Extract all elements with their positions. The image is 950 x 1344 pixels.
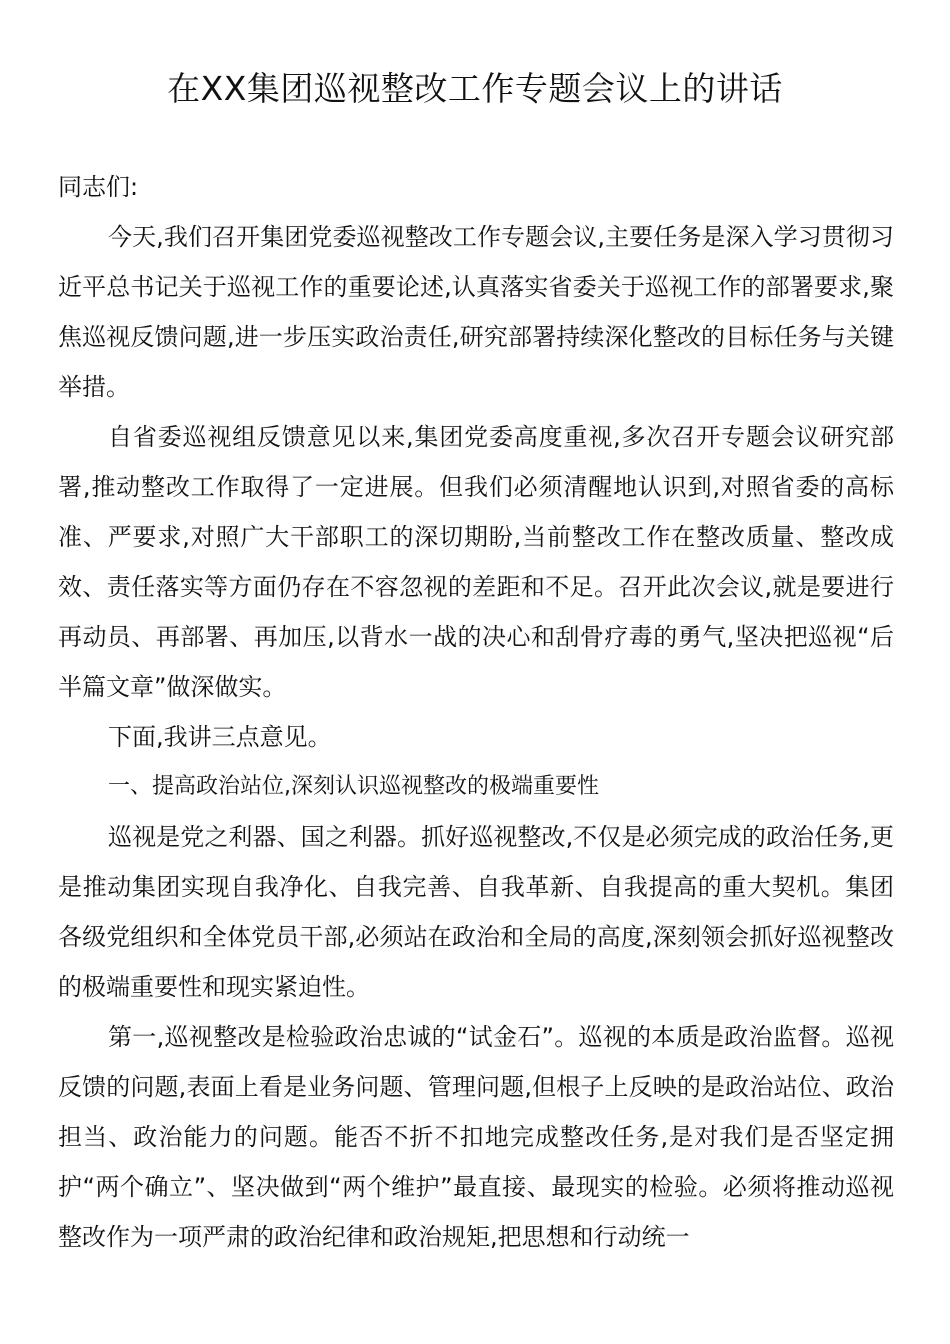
paragraph: 今天,我们召开集团党委巡视整改工作专题会议,主要任务是深入学习贯彻习近平总书记关于巡视工作的重要论述,认真落实省委关于巡视工作的部署要求,聚焦巡视反馈问题,进一步压实政治责任,研究部署持续深化整改的目标任务与关键举措。 (58, 223, 894, 401)
paragraph: 下面,我讲三点意见。 (108, 723, 332, 751)
paragraph: 第一,巡视整改是检验政治忠诚的“试金石”。巡视的本质是政治监督。巡视反馈的问题,表面上看是业务问题、管理问题,但根子上反映的是政治站位、政治担当、政治能力的问题。能否不折不扣地完成整改任务,是对我们是否坚定拥护“两个确立”、坚决做到“两个维护”最直接、最现实的检验。必须将推动巡视整改作为一项严肃的政治纪律和政治规矩,把思想和行动统一 (58, 1023, 894, 1251)
salutation: 同志们: (58, 173, 139, 201)
section-heading: 一、提高政治站位,深刻认识巡视整改的极端重要性 (108, 774, 599, 799)
document-title: 在XX集团巡视整改工作专题会议上的讲话 (167, 69, 783, 108)
paragraph: 自省委巡视组反馈意见以来,集团党委高度重视,多次召开专题会议研究部署,推动整改工作取得了一定进展。但我们必须清醒地认识到,对照省委的高标准、严要求,对照广大干部职工的深切期盼,当前整改工作在整改质量、整改成效、责任落实等方面仍存在不容忽视的差距和不足。召开此次会议,就是要进行再动员、再部署、再加压,以背水一战的决心和刮骨疗毒的勇气,坚决把巡视“后半篇文章”做深做实。 (58, 423, 894, 701)
document-body (58, 162, 894, 1262)
paragraph: 巡视是党之利器、国之利器。抓好巡视整改,不仅是必须完成的政治任务,更是推动集团实现自我净化、自我完善、自我革新、自我提高的重大契机。集团各级党组织和全体党员干部,必须站在政治和全局的高度,深刻领会抓好巡视整改的极端重要性和现实紧迫性。 (58, 823, 894, 1001)
